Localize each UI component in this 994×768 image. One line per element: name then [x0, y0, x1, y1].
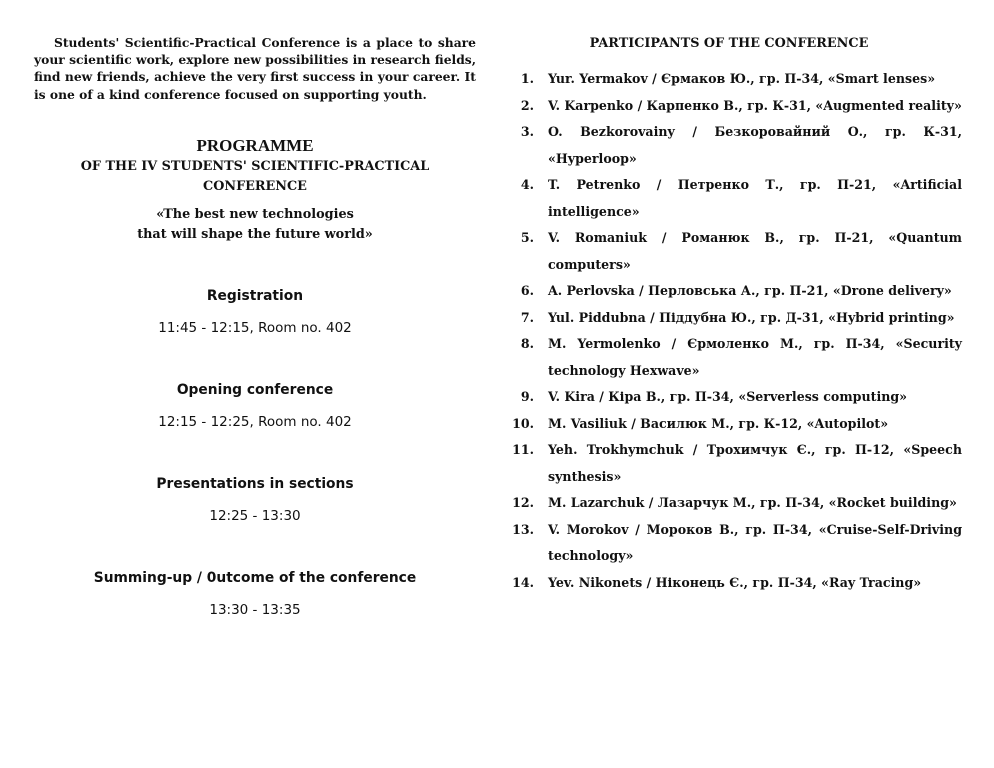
event-opening	[34, 381, 476, 431]
participant-number: 5.	[520, 230, 534, 245]
event-name: Summing-up / 0utcome of the conference	[93, 569, 417, 586]
participant-item	[496, 331, 962, 384]
event-name: Presentations in sections	[156, 475, 354, 492]
participant-text: T. Petrenko / Петренко Т., гр. П-21, «Artificial intelligence»	[548, 177, 962, 219]
participant-item	[496, 411, 962, 438]
participant-text: A. Perlovska / Перловська А., гр. П-21, «Drone delivery»	[548, 283, 952, 298]
participant-number: 4.	[520, 177, 534, 192]
conference-theme-line1: «The best new technologies	[156, 206, 354, 222]
participant-text: O. Bezkorovainy / Безкоровайний О., гр. К-31, «Hyperloop»	[548, 124, 962, 166]
participant-item	[496, 384, 962, 411]
event-name: Opening conference	[176, 381, 334, 398]
participant-item	[496, 490, 962, 517]
participant-item	[496, 172, 962, 225]
participant-item	[496, 225, 962, 278]
participant-number: 9.	[520, 389, 534, 404]
conference-theme-line2: that will shape the future world»	[137, 226, 373, 242]
event-summing-up	[34, 569, 476, 619]
participant-text: Yul. Piddubna / Піддубна Ю., гр. Д-31, «Hybrid printing»	[548, 309, 955, 325]
participant-number: 2.	[520, 97, 534, 113]
participant-text: Yur. Yermakov / Єрмаков Ю., гр. П-34, «Smart lenses»	[548, 71, 936, 86]
participant-item	[496, 570, 962, 597]
participant-text: M. Vasiliuk / Василюк М., гр. К-12, «Autopilot»	[548, 415, 889, 431]
participant-number: 12.	[512, 495, 534, 510]
right-column	[496, 34, 962, 596]
participant-text: V. Kira / Кіра В., гр. П-34, «Serverless computing»	[548, 389, 908, 404]
left-column	[34, 34, 476, 619]
participant-number: 11.	[512, 442, 534, 457]
participant-number: 14.	[512, 574, 534, 590]
participant-text: V. Karpenko / Карпенко В., гр. К-31, «Augmented reality»	[548, 97, 962, 113]
participant-number: 8.	[520, 336, 534, 351]
participant-number: 10.	[512, 415, 534, 431]
participant-number: 3.	[520, 124, 534, 139]
participant-number: 13.	[512, 521, 534, 537]
participants-list	[496, 66, 962, 596]
event-time: 12:25 - 13:30	[209, 507, 301, 524]
participant-item	[496, 119, 962, 172]
participant-text: Yeh. Trokhymchuk / Трохимчук Є., гр. П-12, «Speech synthesis»	[548, 442, 962, 484]
participant-item	[496, 437, 962, 490]
participant-number: 1.	[520, 71, 534, 86]
event-time: 12:15 - 12:25, Room no. 402	[158, 413, 352, 430]
programme-title: PROGRAMME	[196, 135, 314, 155]
programme-subtitle	[34, 157, 476, 197]
participant-text: Yev. Nikonets / Ніконець Є., гр. П-34, «Ray Tracing»	[548, 574, 922, 590]
conference-theme	[34, 205, 476, 245]
event-time: 11:45 - 12:15, Room no. 402	[158, 319, 352, 336]
event-presentations	[34, 475, 476, 525]
participant-number: 6.	[520, 283, 534, 298]
programme-subtitle-line1: OF THE IV STUDENTS' SCIENTIFIC-PRACTICAL	[80, 158, 430, 174]
participant-number: 7.	[520, 309, 534, 325]
participant-item	[496, 278, 962, 305]
programme-subtitle-line2: CONFERENCE	[203, 178, 307, 194]
participant-text: V. Morokov / Мороков В., гр. П-34, «Cruise-Self-Driving technology»	[548, 521, 962, 563]
participant-text: M. Yermolenko / Єрмоленко М., гр. П-34, «Security technology Hexwave»	[548, 336, 962, 378]
participant-item	[496, 66, 962, 93]
participants-title: PARTICIPANTS OF THE CONFERENCE	[589, 36, 869, 51]
event-name: Registration	[206, 287, 304, 304]
participant-item	[496, 305, 962, 332]
event-time: 13:30 - 13:35	[209, 601, 301, 618]
participant-text: V. Romaniuk / Романюк В., гр. П-21, «Quantum computers»	[548, 230, 962, 272]
participant-item	[496, 517, 962, 570]
intro-paragraph: Students' Scientific-Practical Conference is a place to share your scientific work, explore new possibilities in research fields, find new friends, achieve the very first success in your career. It is one of a kind conference focused on supporting youth.	[34, 35, 476, 102]
participant-item	[496, 93, 962, 120]
event-registration	[34, 287, 476, 337]
participant-text: M. Lazarchuk / Лазарчук М., гр. П-34, «Rocket building»	[548, 495, 957, 510]
